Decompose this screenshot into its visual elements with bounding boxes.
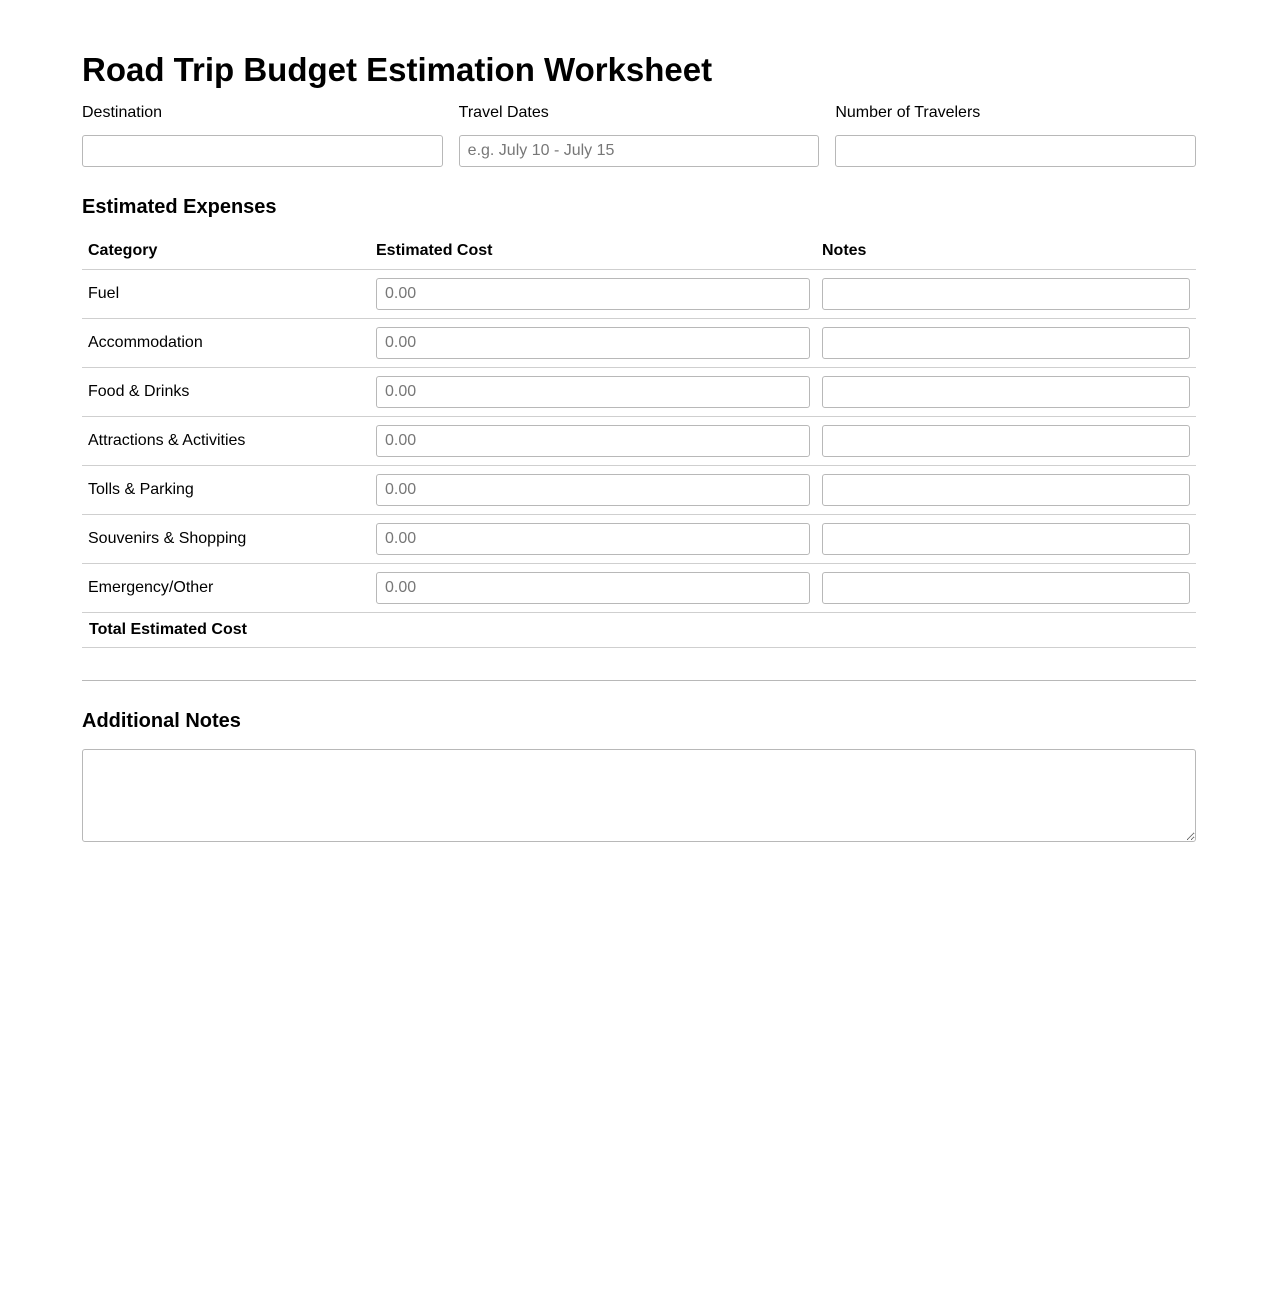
table-row [82, 318, 1196, 367]
attractions-notes-input[interactable] [822, 425, 1190, 457]
table-row [82, 269, 1196, 318]
souvenirs-cost-input[interactable] [376, 523, 810, 555]
souvenirs-notes-input[interactable] [822, 523, 1190, 555]
category-cell: Food & Drinks [82, 367, 370, 416]
travelers-label: Number of Travelers [835, 104, 981, 121]
page-title: Road Trip Budget Estimation Worksheet [82, 51, 713, 88]
destination-field-group [82, 102, 443, 167]
category-cell: Accommodation [82, 318, 370, 367]
accommodation-notes-input[interactable] [822, 327, 1190, 359]
table-header-row [82, 233, 1196, 269]
travel-dates-label: Travel Dates [458, 104, 549, 121]
table-row [82, 514, 1196, 563]
accommodation-cost-input[interactable] [376, 327, 810, 359]
category-cell: Souvenirs & Shopping [82, 514, 370, 563]
additional-notes-heading: Additional Notes [82, 710, 241, 732]
travel-dates-field-group [459, 102, 820, 167]
table-row [82, 465, 1196, 514]
total-label: Total Estimated Cost [82, 612, 370, 647]
total-value [370, 612, 816, 647]
category-cell: Fuel [82, 269, 370, 318]
food-drinks-notes-input[interactable] [822, 376, 1190, 408]
column-header-notes: Notes [816, 233, 1196, 269]
table-row [82, 563, 1196, 612]
travelers-field-group [835, 102, 1196, 167]
total-notes-cell [816, 612, 1196, 647]
fuel-cost-input[interactable] [376, 278, 810, 310]
tolls-parking-cost-input[interactable] [376, 474, 810, 506]
table-row [82, 367, 1196, 416]
travel-dates-input[interactable] [459, 135, 820, 167]
category-cell: Tolls & Parking [82, 465, 370, 514]
section-divider [82, 680, 1196, 681]
category-cell: Emergency/Other [82, 563, 370, 612]
destination-input[interactable] [82, 135, 443, 167]
column-header-estimated-cost: Estimated Cost [370, 233, 816, 269]
expenses-table [82, 233, 1196, 648]
food-drinks-cost-input[interactable] [376, 376, 810, 408]
emergency-notes-input[interactable] [822, 572, 1190, 604]
trip-info-row [82, 102, 1196, 167]
destination-label: Destination [82, 104, 163, 121]
expenses-heading: Estimated Expenses [82, 196, 277, 218]
total-row [82, 612, 1196, 647]
attractions-cost-input[interactable] [376, 425, 810, 457]
travelers-input[interactable] [835, 135, 1196, 167]
column-header-category: Category [82, 233, 370, 269]
category-cell: Attractions & Activities [82, 416, 370, 465]
table-row [82, 416, 1196, 465]
fuel-notes-input[interactable] [822, 278, 1190, 310]
additional-notes-textarea[interactable] [82, 749, 1196, 842]
tolls-parking-notes-input[interactable] [822, 474, 1190, 506]
emergency-cost-input[interactable] [376, 572, 810, 604]
